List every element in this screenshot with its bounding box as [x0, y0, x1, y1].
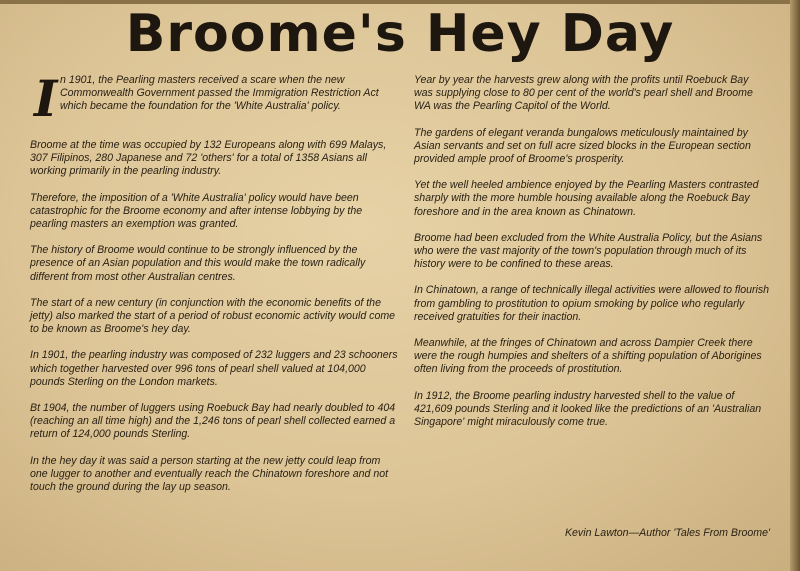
paragraph-1 — [30, 69, 398, 128]
paragraph-10: The gardens of elegant veranda bungalows meticulously maintained by Asian servants and set on full acre sized blocks in the European section provided ample proof of Broome's prosperity. — [414, 126, 751, 166]
paragraph-1-text: n 1901, the Pearling masters received a scare when the new Commonwealth Government passed the Immigration Restriction Act which became the foundation for the 'White Australia' policy. — [60, 74, 379, 113]
left-column — [30, 69, 398, 507]
paragraph-13: In Chinatown, a range of technically illegal activities were allowed to flourish from gambling to prostitution to opium smoking by police who regularly received gratuities for their inaction. — [414, 284, 770, 323]
paragraph-4: The history of Broome would continue to be strongly influenced by the presence of an Asian population and this would make the town radically different from most other Australian centres. — [30, 244, 366, 283]
paragraph-15: In 1912, the Broome pearling industry harvested shell to the value of 421,609 pounds Sterling and it looked like the predictions of an 'Australian Singapore' might miraculously come true. — [414, 389, 762, 429]
paragraph-14: Meanwhile, at the fringes of Chinatown and across Dampier Creek there were the rough humpies and shelters of a shifting population of Aborigines often living from the proceeds of prostitution. — [414, 337, 762, 376]
page-title: Broome's Hey Day — [125, 4, 675, 64]
paragraph-11: Yet the well heeled ambience enjoyed by the Pearling Masters contrasted sharply with the more humble housing available along the Roebuck Bay foreshore and in the area known as Chinatown. — [414, 179, 759, 218]
paragraph-9: Year by year the harvests grew along with the profits until Roebuck Bay was supplying close to 80 per cent of the world's pearl shell and Broome WA was the Pearling Capitol of the World. — [414, 74, 753, 113]
drop-cap: I — [34, 69, 58, 128]
right-column — [414, 74, 770, 442]
paragraph-3: Therefore, the imposition of a 'White Australia' policy would have been catastrophic for the Broome economy and after intense lobbying by the pearling masters an exemption was granted. — [30, 191, 363, 231]
paragraph-7: Bt 1904, the number of luggers using Roebuck Bay had nearly doubled to 404 (reaching an all time high) and the 1,246 tons of pearl shell collected earned a return of 124,000 pounds Sterling. — [30, 402, 396, 441]
paragraph-6: In 1901, the pearling industry was composed of 232 luggers and 23 schooners which together harvested over 996 tons of pearl shell valued at 104,000 pounds Sterling on the London markets. — [30, 349, 398, 388]
board-right-edge — [790, 0, 800, 571]
paragraph-12: Broome had been excluded from the White Australia Policy, but the Asians who were the vast majority of the town's population through much of its history were to be confined to these areas. — [414, 231, 763, 271]
paragraph-8: In the hey day it was said a person starting at the new jetty could leap from one lugger to another and eventually reach the Chinatown foreshore and not touch the ground during the lay up season. — [30, 454, 389, 494]
author-credit: Kevin Lawton—Author 'Tales From Broome' — [564, 527, 770, 539]
paragraph-5: The start of a new century (in conjunction with the economic benefits of the jetty) also marked the start of a period of robust economic activity would come to be known as Broome's hey day. — [30, 296, 396, 336]
paragraph-2: Broome at the time was occupied by 132 Europeans along with 699 Malays, 307 Filipinos, 280 Japanese and 72 'others' for a total of 1358 Asians all working primarily in the pearling industry. — [30, 139, 387, 178]
